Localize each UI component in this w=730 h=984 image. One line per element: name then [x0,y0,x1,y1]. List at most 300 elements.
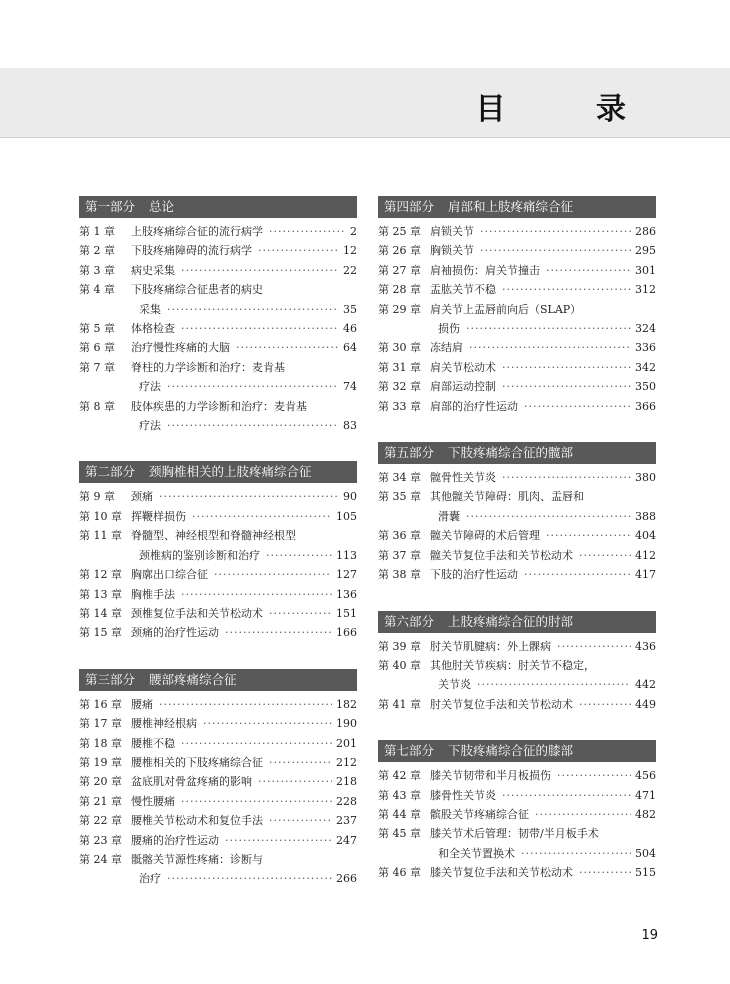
page-ref: 151 [336,606,357,620]
leader-row [131,869,357,888]
dot-leader [466,319,631,338]
page-ref: 324 [635,322,656,336]
dot-leader [181,792,332,811]
dot-leader [167,869,332,888]
dot-leader [579,546,631,565]
toc-section [378,740,656,882]
toc-entry[interactable] [79,338,357,357]
chapter-title-line: 关节炎 [438,678,471,692]
toc-entry[interactable] [79,695,357,714]
toc-entry[interactable] [79,772,357,791]
entry-body [430,338,656,357]
chapter-title-line: 盂肱关节不稳 [430,283,496,297]
dot-leader [579,863,631,882]
entry-body [131,397,357,436]
chapter-title-line: 肩锁关节 [430,225,474,238]
toc-entry[interactable] [79,850,357,889]
entry-body [131,831,357,850]
section-header [378,196,656,218]
chapter-title-line: 治疗慢性疼痛的大脑 [131,341,230,355]
toc-entry[interactable] [79,753,357,772]
chapter-title-line: 治疗 [139,872,161,886]
leader-row [430,805,656,824]
entry-body [131,261,357,280]
section-title: 下肢疼痛综合征的膝部 [448,743,574,759]
chapter-title-line: 采集 [139,302,161,316]
chapter-number: 第 31 章 [378,360,421,374]
dot-leader [502,377,631,396]
page-ref: 336 [635,341,656,355]
chapter-title-line: 下肢疼痛障碍的流行病学 [131,244,252,258]
toc-entry[interactable] [378,358,656,377]
toc-entry[interactable] [378,824,656,863]
chapter-number: 第 46 章 [378,866,421,880]
chapter-number: 第 11 章 [79,529,122,543]
entry-body [430,487,656,526]
chapter-title-line: 髋关节复位手法和关节松动术 [430,548,573,562]
leader-row [430,377,656,396]
chapter-number: 第 30 章 [378,341,421,355]
chapter-number: 第 5 章 [79,322,115,336]
toc-entry[interactable] [378,695,656,714]
page-ref: 74 [343,380,357,394]
chapter-number: 第 39 章 [378,639,421,653]
entry-body [430,468,656,487]
toc-entry[interactable] [378,377,656,396]
chapter-title-line: 髋骨性关节炎 [430,471,496,485]
dot-leader [192,507,332,526]
toc-section [79,461,357,642]
leader-row [430,637,656,656]
section-number: 第三部分 [85,671,136,687]
entry-body [131,565,357,584]
dot-leader [167,416,339,435]
entry-body [430,261,656,280]
section-number: 第六部分 [384,613,435,629]
toc-entry[interactable] [378,397,656,416]
toc-entry[interactable] [378,637,656,656]
dot-leader [181,319,339,338]
page-ref: 247 [336,833,357,847]
entry-body [430,637,656,656]
leader-row [131,338,357,357]
chapter-title-line: 膝关节复位手法和关节松动术 [430,866,573,880]
entry-body [131,811,357,830]
toc-entry[interactable] [378,805,656,824]
page-ref: 190 [336,717,357,731]
leader-row [430,319,656,338]
chapter-number: 第 4 章 [79,283,115,297]
section-title: 肩部和上肢疼痛综合征 [448,199,574,214]
dot-leader [502,280,631,299]
page-ref: 12 [343,244,357,258]
toc-entry[interactable] [378,487,656,526]
toc-entry[interactable] [378,300,656,339]
section-header [79,196,357,218]
leader-row [131,585,357,604]
page-ref: 35 [343,302,357,316]
entry-body [430,222,656,241]
toc-entry[interactable] [378,241,656,260]
chapter-number: 第 15 章 [79,626,122,640]
leader-row [430,863,656,882]
chapter-number: 第 41 章 [378,697,421,711]
dot-leader [181,261,339,280]
section-title: 上肢疼痛综合征的肘部 [448,613,574,629]
entry-body [430,656,656,695]
toc-entry[interactable] [79,241,357,260]
entry-body [131,319,357,338]
leader-row [131,811,357,830]
page-ref: 136 [336,587,357,601]
section-title: 下肢疼痛综合征的髋部 [448,445,574,461]
page-ref: 105 [336,509,357,523]
chapter-number: 第 33 章 [378,399,421,413]
toc-entry[interactable] [79,222,357,241]
toc-entry[interactable] [378,261,656,280]
dot-leader [466,507,631,526]
chapter-title-line: 体格检查 [131,322,175,336]
toc-entry[interactable] [378,766,656,785]
chapter-number: 第 42 章 [378,769,421,783]
leader-row [430,261,656,280]
chapter-number: 第 24 章 [79,852,122,866]
entry-body [430,241,656,260]
chapter-title-line: 肩关节上盂唇前向后（SLAP） [430,302,582,316]
toc-entry[interactable] [79,811,357,830]
toc-section [378,611,656,715]
page-ref: 456 [635,769,656,783]
leader-row [430,222,656,241]
entry-body [430,824,656,863]
chapter-title-line: 颈痛的治疗性运动 [131,626,219,640]
page-ref: 350 [635,380,656,394]
toc-entry[interactable] [79,585,357,604]
chapter-number: 第 9 章 [79,490,115,504]
chapter-number: 第 44 章 [378,807,421,821]
toc-entry[interactable] [79,526,357,565]
section-number: 第五部分 [384,445,435,461]
dot-leader [480,241,631,260]
chapter-title-line: 肩袖损伤：肩关节撞击 [430,263,540,277]
leader-row [131,507,357,526]
chapter-number: 第 34 章 [378,471,421,485]
entry-body [131,623,357,642]
leader-row [131,261,357,280]
leader-row [430,280,656,299]
leader-row [430,526,656,545]
toc-entry[interactable] [79,714,357,733]
dot-leader [579,695,631,714]
chapter-title-line: 腰椎神经根病 [131,717,197,731]
dot-leader [502,786,631,805]
dot-leader [557,766,631,785]
chapter-number: 第 1 章 [79,225,115,238]
dot-leader [159,487,339,506]
chapter-number: 第 2 章 [79,244,115,258]
chapter-title-line: 膝关节术后管理：韧带/半月板手术 [430,827,599,841]
entry-body [131,695,357,714]
leader-row [131,695,357,714]
leader-row [131,604,357,623]
dot-leader [181,585,332,604]
dot-leader [258,772,332,791]
toc-entry[interactable] [79,487,357,506]
page-ref: 228 [336,794,357,808]
chapter-number: 第 26 章 [378,244,421,258]
dot-leader [269,222,346,241]
toc-entry[interactable] [378,280,656,299]
page-title: 目 录 [475,92,666,127]
chapter-number: 第 20 章 [79,775,122,789]
dot-leader [167,377,339,396]
leader-row [430,338,656,357]
chapter-number: 第 25 章 [378,225,421,238]
toc-entry[interactable] [79,261,357,280]
dot-leader [269,604,332,623]
entry-body [430,546,656,565]
dot-leader [269,811,332,830]
entry-body [131,604,357,623]
page-ref: 22 [343,263,357,277]
toc-entry[interactable] [378,565,656,584]
page-ref: 515 [635,866,656,880]
section-title: 颈胸椎相关的上肢疼痛综合征 [149,464,312,480]
chapter-title-line: 下肢疼痛综合征患者的病史 [131,283,263,297]
entry-body [430,805,656,824]
chapter-title-line: 疗法 [139,419,161,433]
toc-entry[interactable] [378,526,656,545]
dot-leader [521,844,631,863]
entry-body [131,487,357,506]
leader-row [430,844,656,863]
dot-leader [524,397,631,416]
chapter-title-line: 颈椎复位手法和关节松动术 [131,606,263,620]
page-ref: 301 [635,263,656,277]
toc-entry[interactable] [79,734,357,753]
section-number: 第二部分 [85,464,136,480]
toc-entry[interactable] [378,786,656,805]
page-ref: 127 [336,568,357,582]
page-ref: 442 [635,678,656,692]
chapter-number: 第 37 章 [378,548,421,562]
entry-body [430,695,656,714]
page-ref: 312 [635,283,656,297]
chapter-title-line: 和全关节置换术 [438,846,515,860]
dot-leader [557,637,631,656]
chapter-number: 第 7 章 [79,360,115,374]
leader-row [430,766,656,785]
dot-leader [181,734,332,753]
chapter-title-line: 胸锁关节 [430,244,474,258]
chapter-title-line: 颈痛 [131,490,153,504]
chapter-title-line: 挥鞭样损伤 [131,509,186,523]
chapter-title-line: 下肢的治疗性运动 [430,568,518,582]
page-ref: 388 [635,509,656,523]
page-ref: 404 [635,529,656,543]
section-number: 第七部分 [384,743,435,759]
page-ref: 166 [336,626,357,640]
page-ref: 342 [635,360,656,374]
page-ref: 266 [336,872,357,886]
leader-row [430,397,656,416]
toc-entry[interactable] [79,831,357,850]
toc-entry[interactable] [79,397,357,436]
section-title: 腰部疼痛综合征 [149,671,237,687]
leader-row [430,468,656,487]
chapter-title-line: 髌股关节疼痛综合征 [430,807,529,821]
chapter-title-line: 疗法 [139,380,161,394]
chapter-number: 第 29 章 [378,302,421,316]
chapter-number: 第 21 章 [79,794,122,808]
leader-row [430,695,656,714]
chapter-number: 第 36 章 [378,529,421,543]
chapter-title-line: 腰痛的治疗性运动 [131,833,219,847]
chapter-title-line: 腰痛 [131,697,153,711]
chapter-number: 第 28 章 [378,283,421,297]
chapter-title-line: 膝骨性关节炎 [430,788,496,802]
chapter-title-line: 慢性腰痛 [131,794,175,808]
section-header [378,442,656,464]
section-header [79,461,357,483]
chapter-number: 第 6 章 [79,341,115,355]
chapter-number: 第 16 章 [79,697,122,711]
entry-body [131,734,357,753]
chapter-title-line: 颈椎病的鉴别诊断和治疗 [139,548,260,562]
page-ref: 201 [336,736,357,750]
entry-body [131,507,357,526]
dot-leader [502,468,631,487]
chapter-number: 第 27 章 [378,263,421,277]
dot-leader [535,805,631,824]
entry-body [430,300,656,339]
chapter-title-line: 腰椎关节松动术和复位手法 [131,814,263,828]
leader-row [131,546,357,565]
dot-leader [258,241,339,260]
entry-body [131,241,357,260]
chapter-title-line: 肩部运动控制 [430,380,496,394]
leader-row [131,300,357,319]
chapter-title-line: 肩关节松动术 [430,360,496,374]
dot-leader [236,338,339,357]
dot-leader [546,261,631,280]
entry-body [430,863,656,882]
chapter-number: 第 8 章 [79,399,115,413]
toc-entry[interactable] [378,468,656,487]
dot-leader [214,565,332,584]
leader-row [430,241,656,260]
toc-entry[interactable] [79,604,357,623]
chapter-title-line: 脊柱的力学诊断和治疗：麦肯基 [131,360,285,374]
page-ref: 504 [635,846,656,860]
chapter-number: 第 32 章 [378,380,421,394]
entry-body [131,850,357,889]
toc-entry[interactable] [79,507,357,526]
chapter-number: 第 23 章 [79,833,122,847]
toc-entry[interactable] [79,623,357,642]
toc-entry[interactable] [79,358,357,397]
entry-body [131,753,357,772]
page-ref: 417 [635,568,656,582]
page-ref: 64 [343,341,357,355]
leader-row [430,565,656,584]
page-ref: 471 [635,788,656,802]
toc-entry[interactable] [378,656,656,695]
entry-body [131,585,357,604]
leader-row [131,319,357,338]
dot-leader [269,753,332,772]
dot-leader [203,714,332,733]
dot-leader [266,546,332,565]
toc-entry[interactable] [79,319,357,338]
entry-body [131,792,357,811]
dot-leader [546,526,631,545]
page-ref: 482 [635,807,656,821]
leader-row [131,377,357,396]
entry-body [131,358,357,397]
chapter-title-line: 髋关节障碍的术后管理 [430,529,540,543]
leader-row [131,792,357,811]
chapter-number: 第 40 章 [378,658,421,672]
toc-entry[interactable] [378,863,656,882]
entry-body [430,377,656,396]
page-ref: 380 [635,471,656,485]
dot-leader [469,338,631,357]
toc-entry[interactable] [79,280,357,319]
leader-row [131,565,357,584]
toc-entry[interactable] [378,546,656,565]
dot-leader [167,300,339,319]
leader-row [131,222,357,241]
dot-leader [225,623,332,642]
page-ref: 412 [635,548,656,562]
chapter-number: 第 43 章 [378,788,421,802]
entry-body [430,358,656,377]
toc-entry[interactable] [79,792,357,811]
toc-entry[interactable] [378,222,656,241]
chapter-number: 第 12 章 [79,568,122,582]
chapter-title-line: 骶髂关节源性疼痛：诊断与 [131,852,263,866]
page-ref: 113 [336,548,357,562]
chapter-title-line: 肘关节肌腱病：外上髁病 [430,639,551,653]
chapter-number: 第 19 章 [79,755,122,769]
chapter-title-line: 腰椎不稳 [131,736,175,750]
leader-row [131,623,357,642]
page-ref: 182 [336,697,357,711]
chapter-title-line: 病史采集 [131,263,175,277]
section-title: 总论 [149,199,175,214]
toc-section [378,196,656,416]
entry-body [131,772,357,791]
chapter-number: 第 10 章 [79,509,122,523]
section-header [378,611,656,633]
entry-body [430,397,656,416]
toc-entry[interactable] [79,565,357,584]
entry-body [430,786,656,805]
toc-entry[interactable] [378,338,656,357]
leader-row [430,675,656,694]
leader-row [131,416,357,435]
dot-leader [524,565,631,584]
leader-row [131,772,357,791]
chapter-title-line: 其他肘关节疾病：肘关节不稳定， [430,658,595,672]
toc-section [79,196,357,435]
entry-body [131,714,357,733]
chapter-title-line: 腰椎相关的下肢疼痛综合征 [131,755,263,769]
toc-section [79,669,357,889]
dot-leader [480,222,631,241]
chapter-title-line: 膝关节韧带和半月板损伤 [430,769,551,783]
